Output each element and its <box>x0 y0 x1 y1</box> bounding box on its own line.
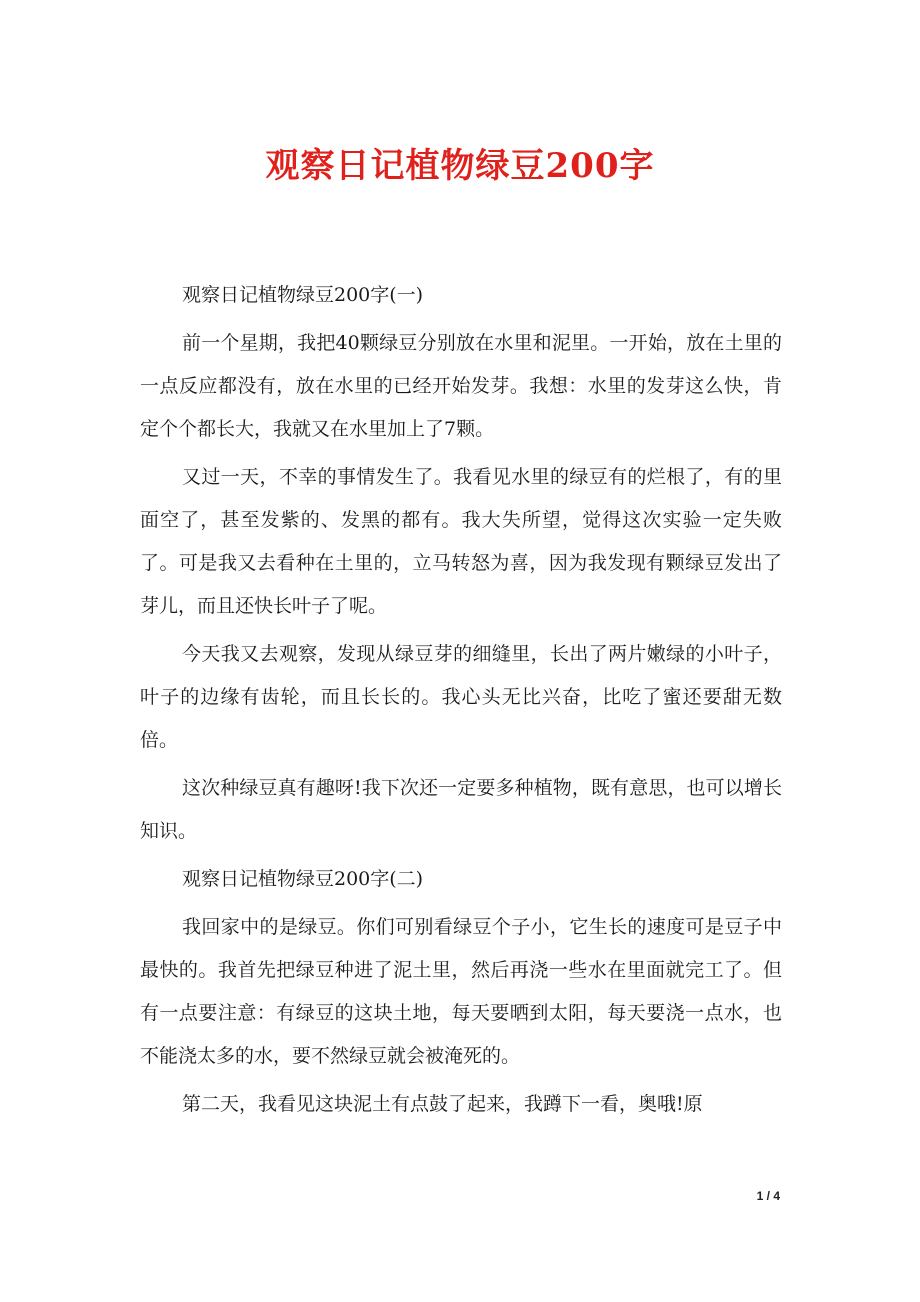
page-number: 1 / 4 <box>756 1189 780 1203</box>
paragraph: 我回家中的是绿豆。你们可别看绿豆个子小，它生长的速度可是豆子中最快的。我首先把绿豆种进了泥土里，然后再浇一些水在里面就完工了。但有一点要注意：有绿豆的这块土地，每天要晒到太阳，每天要浇一点水，也不能浇太多的水，要不然绿豆就会被淹死的。 <box>140 916 782 1067</box>
section-heading-2: 观察日记植物绿豆200字(二) <box>182 868 424 890</box>
paragraph: 今天我又去观察，发现从绿豆芽的细缝里，长出了两片嫩绿的小叶子，叶子的边缘有齿轮，而且长长的。我心头无比兴奋，比吃了蜜还要甜无数倍。 <box>140 643 782 751</box>
section-heading-1: 观察日记植物绿豆200字(一) <box>182 284 424 306</box>
document-title: 观察日记植物绿豆200字 <box>265 146 655 186</box>
paragraph: 前一个星期，我把40颗绿豆分别放在水里和泥里。一开始，放在土里的一点反应都没有，放在水里的已经开始发芽。我想：水里的发芽这么快，肯定个个都长大，我就又在水里加上了7颗。 <box>140 332 782 440</box>
paragraph: 又过一天，不幸的事情发生了。我看见水里的绿豆有的烂根了，有的里面空了，甚至发紫的、发黑的都有。我大失所望，觉得这次实验一定失败了。可是我又去看种在土里的，立马转怒为喜，因为我发现有颗绿豆发出了芽儿，而且还快长叶子了呢。 <box>140 466 782 617</box>
paragraph: 第二天，我看见这块泥土有点鼓了起来，我蹲下一看，奥哦!原 <box>182 1093 703 1115</box>
paragraph: 这次种绿豆真有趣呀!我下次还一定要多种植物，既有意思，也可以增长知识。 <box>140 777 782 842</box>
document-body <box>140 274 782 1131</box>
